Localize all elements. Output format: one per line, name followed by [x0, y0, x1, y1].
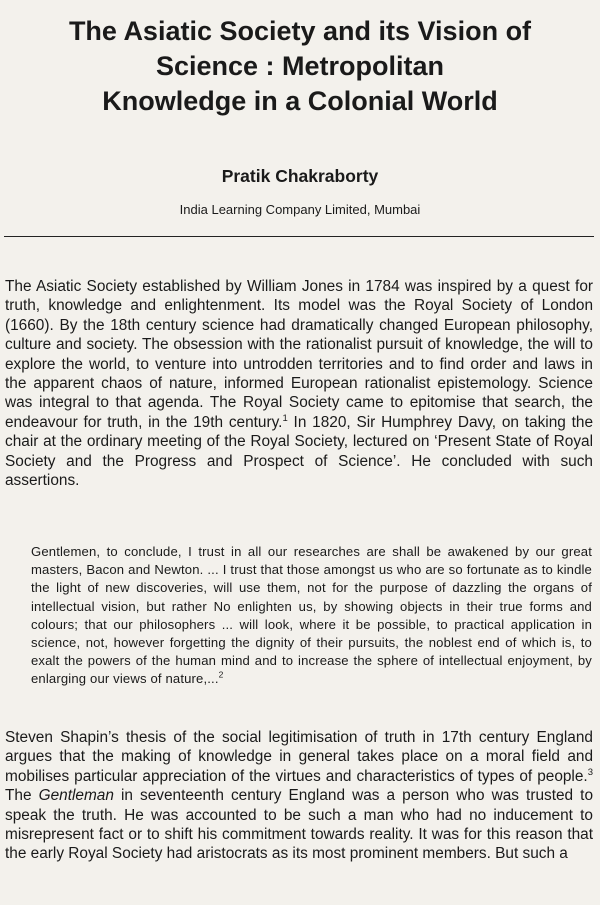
- paragraph-text: In 1820, Sir Humphrey Davy, on taking the chair at the ordinary meeting of the Royal Society, lectured on ‘Present State of Royal Society and the Progress and Prospect of Science’. He concluded with such assertions.: [5, 413, 594, 490]
- paragraph-text: Steven Shapin’s thesis of the social legitimisation of truth in 17th century England argues that the making of knowledge in general takes place on a moral field and mobilises particular appreciation of the virtues and characteristics of types of people.: [5, 729, 593, 785]
- footnote-marker: 3: [587, 766, 593, 778]
- footnote-marker: 2: [218, 670, 224, 681]
- italic-term: Gentleman: [38, 787, 114, 805]
- body-paragraph-1: [5, 277, 593, 490]
- body-paragraph-2: [5, 728, 593, 864]
- title-line: Knowledge in a Colonial World: [102, 86, 498, 116]
- block-quote: [31, 543, 592, 689]
- paper-title: [10, 14, 590, 119]
- quote-text: Gentlemen, to conclude, I trust in all our researches are shall be awakened by our great masters, Bacon and Newton. ... I trust that those amongst us who are so fortunate as to kindle the light of new discoveries, will use them, not for the purpose of dazzling the organs of intellectual vision, but rather No enlighten us, by showing objects in their true forms and colours; that our philosophers ... will look, where it be possible, to practical application in science, not, however forgetting the dignity of their pursuits, the noblest end of which is, to exalt the powers of the human mind and to increase the sphere of intellectual enjoyment, by enlarging our views of nature,...: [31, 544, 592, 687]
- paragraph-text: The Asiatic Society established by William Jones in 1784 was inspired by a quest for truth, knowledge and enlightenment. Its model was the Royal Society of London (1660). By the 18th century science had dramatically changed European philosophy, culture and society. The obsession with the rationalist pursuit of knowledge, the will to explore the world, to venture into untrodden territories and to find order and laws in the apparent chaos of nature, informed European rationalist epistemology. Science was integral to that agenda. The Royal Society came to epitomise that search, the endeavour for truth, in the 19th century.: [5, 278, 593, 431]
- header-divider: [4, 236, 594, 237]
- author-name: Pratik Chakraborty: [221, 166, 379, 186]
- paragraph-text: The: [5, 787, 39, 805]
- paragraph-text: in seventeenth century England was a person who was trusted to speak the truth. He was accounted to be such a man who had no inducement to misrepresent fact or to shift his commitment towards reality. It was for this reason that the early Royal Society had aristocrats as its most prominent members. But such a: [5, 787, 594, 863]
- author-affiliation: India Learning Company Limited, Mumbai: [179, 202, 421, 217]
- footnote-marker: 1: [282, 412, 288, 424]
- title-line: Science : Metropolitan: [155, 51, 445, 81]
- title-line: The Asiatic Society and its Vision of: [68, 16, 532, 46]
